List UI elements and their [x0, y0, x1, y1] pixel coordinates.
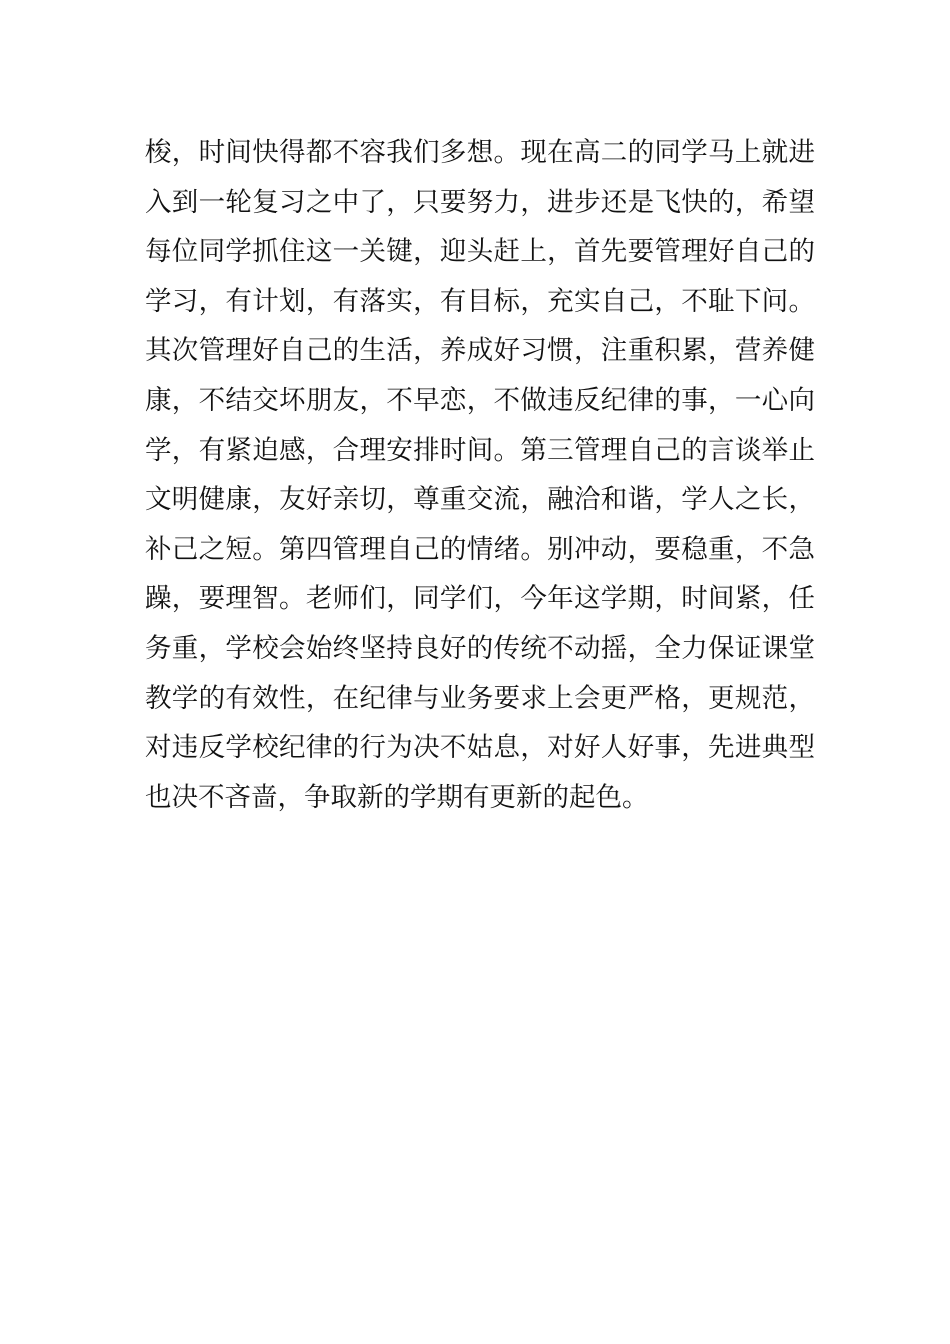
- text-line: 教学的有效性，在纪律与业务要求上会更严格，更规范，: [145, 682, 815, 714]
- text-line: 每位同学抓住这一关键，迎头赶上，首先要管理好自己的: [145, 236, 815, 268]
- body-text: [145, 128, 815, 822]
- text-line: 补己之短。第四管理自己的情绪。别冲动，要稳重，不急: [145, 533, 815, 565]
- text-line: 其次管理好自己的生活，养成好习惯，注重积累，营养健: [145, 335, 815, 367]
- text-line: 学，有紧迫感，合理安排时间。第三管理自己的言谈举止: [145, 434, 815, 466]
- text-line: 文明健康，友好亲切，尊重交流，融洽和谐，学人之长，: [145, 484, 815, 516]
- text-line: 务重，学校会始终坚持良好的传统不动摇，全力保证课堂: [145, 632, 815, 664]
- text-line: 康，不结交坏朋友，不早恋，不做违反纪律的事，一心向: [145, 384, 815, 416]
- text-line: 入到一轮复习之中了，只要努力，进步还是飞快的，希望: [145, 186, 815, 218]
- text-line: 躁，要理智。老师们，同学们，今年这学期，时间紧，任: [145, 583, 815, 615]
- text-line: 对违反学校纪律的行为决不姑息，对好人好事，先进典型: [145, 732, 815, 764]
- text-line: 也决不吝啬，争取新的学期有更新的起色。: [145, 781, 649, 813]
- text-line: 学习，有计划，有落实，有目标，充实自己，不耻下问。: [145, 285, 815, 317]
- text-line: 梭，时间快得都不容我们多想。现在高二的同学马上就进: [145, 137, 815, 168]
